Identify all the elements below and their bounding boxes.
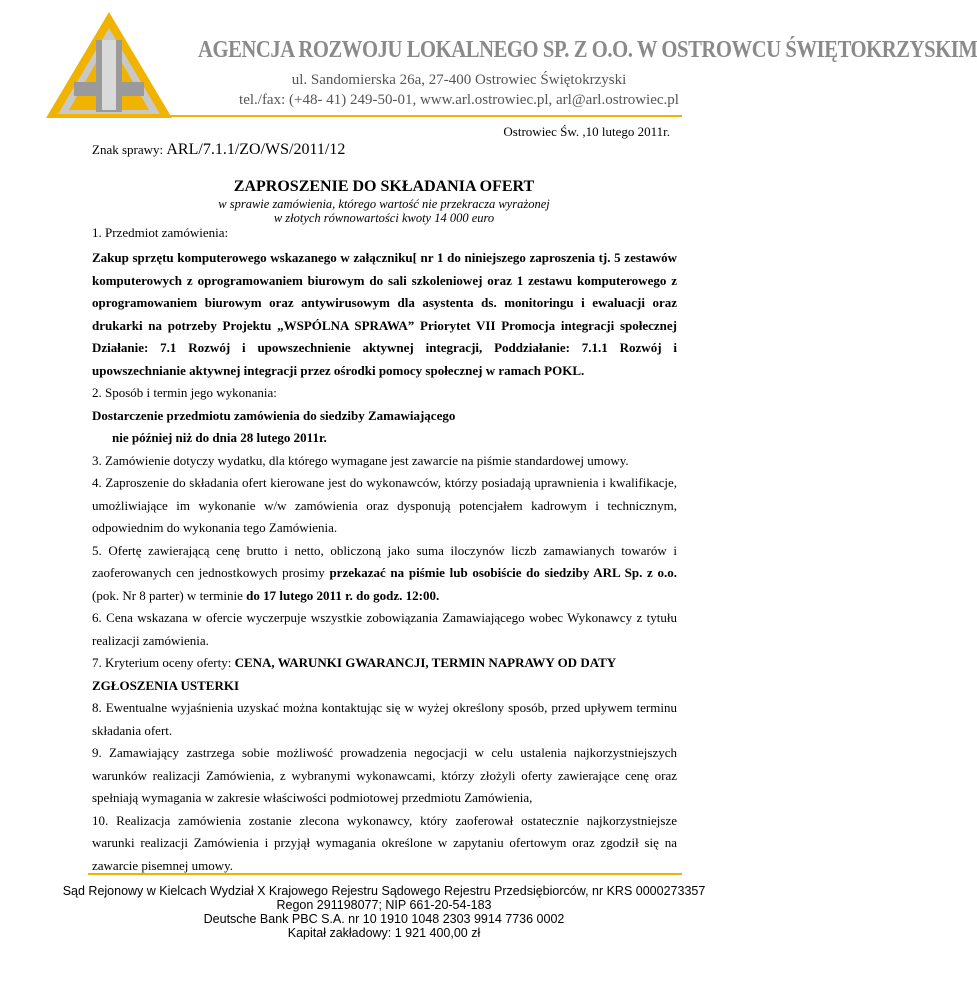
- document-body: [92, 225, 677, 877]
- document-title: ZAPROSZENIE DO SKŁADANIA OFERT: [233, 178, 535, 195]
- section-2-heading: 2. Sposób i termin jego wykonania:: [92, 385, 277, 400]
- organization-contact: tel./fax: (+48- 41) 249-50-01, www.arl.ostrowiec.pl, arl@arl.ostrowiec.pl: [239, 92, 679, 108]
- footer-court-registry: Sąd Rejonowy w Kielcach Wydział X Krajowego Rejestru Sądowego Rejestru Przedsiębiorców, nr KRS 0000273357: [62, 884, 706, 898]
- section-5-delivery: przekazać na piśmie lub osobiście do siedziby ARL Sp. z o.o.: [329, 565, 678, 580]
- section-7-criteria: CENA, WARUNKI GWARANCJI, TERMIN NAPRAWY OD DATY ZGŁOSZENIA USTERKI: [92, 655, 616, 693]
- section-7: [92, 652, 677, 697]
- section-2-line1: Dostarczenie przedmiotu zamówienia do siedziby Zamawiającego: [92, 407, 456, 423]
- section-3: 3. Zamówienie dotyczy wydatku, dla którego wymagane jest zawarcie na piśmie standardowej umowy.: [92, 452, 629, 468]
- section-5: [92, 540, 677, 608]
- footer-regon-nip: Regon 291198077; NIP 661-20-54-183: [276, 898, 492, 912]
- footer-share-capital: Kapitał zakładowy: 1 921 400,00 zł: [287, 926, 481, 940]
- document-subtitle-line1: w sprawie zamówienia, którego wartość nie przekracza wyrażonej: [218, 197, 550, 211]
- section-10: 10. Realizacja zamówienia zostanie zlecona wykonawcy, który zaoferował ostatecznie najkorzystniejsze warunki realizacji Zamówienia i przyjął wymagania określone w zapytaniu ofertowym oraz zgodził się na zawarcie pisemnej umowy.: [92, 812, 677, 873]
- section-5-text: 5. Ofertę zawierającą cenę brutto i netto, obliczoną jako suma iloczynów liczb zamawianych towarów i zaoferowanych cen jednostkowych prosimy: [92, 542, 677, 580]
- section-6: 6. Cena wskazana w ofercie wyczerpuje wszystkie zobowiązania Zamawiającego wobec Wykonawcy z tytułu realizacji zamówienia.: [92, 610, 677, 648]
- section-4: 4. Zaproszenie do składania ofert kierowane jest do wykonawców, którzy posiadają uprawnienia i kwalifikacje, umożliwiające im wykonanie w/w zamówienia oraz dysponują potencjałem kadrowym i technicznym, odpowiednim do wykonania tego Zamówienia.: [92, 475, 677, 535]
- case-reference-number: ARL/7.1.1/ZO/WS/2011/12: [166, 141, 346, 158]
- organization-address: ul. Sandomierska 26a, 27-400 Ostrowiec Świętokrzyski: [291, 72, 627, 88]
- document-subtitle-line2: w złotych równowartości kwoty 14 000 euro: [273, 211, 495, 225]
- header-divider: [88, 115, 682, 117]
- section-5-deadline: do 17 lutego 2011 r. do godz. 12:00.: [246, 587, 440, 603]
- section-1-heading: 1. Przedmiot zamówienia:: [92, 225, 229, 240]
- section-2-line2: nie później niż do dnia 28 lutego 2011r.: [112, 430, 327, 445]
- footer-bank-account: Deutsche Bank PBC S.A. nr 10 1910 1048 2303 9914 7736 0002: [203, 912, 565, 926]
- footer-divider: [88, 873, 682, 875]
- section-1-body: Zakup sprzętu komputerowego wskazanego w załączniku[ nr 1 do niniejszego zaproszenia tj. 5 zestawów komputerowych z oprogramowaniem biurowym do sali szkoleniowej oraz 1 zestawu komputerowego z oprogramowaniem biurowym oraz antywirusowym dla asystenta ds. monitoringu i ewaluacji oraz drukarki na potrzeby Projektu „WSPÓLNA SPRAWA” Priorytet VII Promocja integracji społecznej Działanie: 7.1 Rozwój i upowszechnienie aktywnej integracji, Poddziałanie: 7.1.1 Rozwój i upowszechnianie aktywnej integracji przez ośrodki pomocy społecznej w ramach POKL.: [92, 250, 677, 378]
- footer: [0, 884, 768, 940]
- organization-name: AGENCJA ROZWOJU LOKALNEGO SP. Z O.O. W OSTROWCU ŚWIĘTOKRZYSKIM: [198, 37, 977, 63]
- case-reference: [92, 141, 345, 159]
- document-date: Ostrowiec Św. ,10 lutego 2011r.: [503, 124, 670, 139]
- section-5-room: (pok. Nr 8 parter) w terminie: [92, 587, 247, 603]
- section-9: 9. Zamawiający zastrzega sobie możliwość prowadzenia negocjacji w celu ustalenia najkorzystniejszych warunków realizacji Zamówienia, z wybranymi wykonawcami, którzy złożyli oferty zawierające cenę oraz spełniają wymagania w zakresie właściwości podmiotowej przedmiotu Zamówienia,: [92, 745, 677, 805]
- section-8: 8. Ewentualne wyjaśnienia uzyskać można kontaktując się w wyżej określony sposób, przed upływem terminu składania ofert.: [92, 700, 677, 738]
- case-reference-label: Znak sprawy:: [92, 142, 167, 157]
- section-7-label: 7. Kryterium oceny oferty:: [92, 655, 235, 670]
